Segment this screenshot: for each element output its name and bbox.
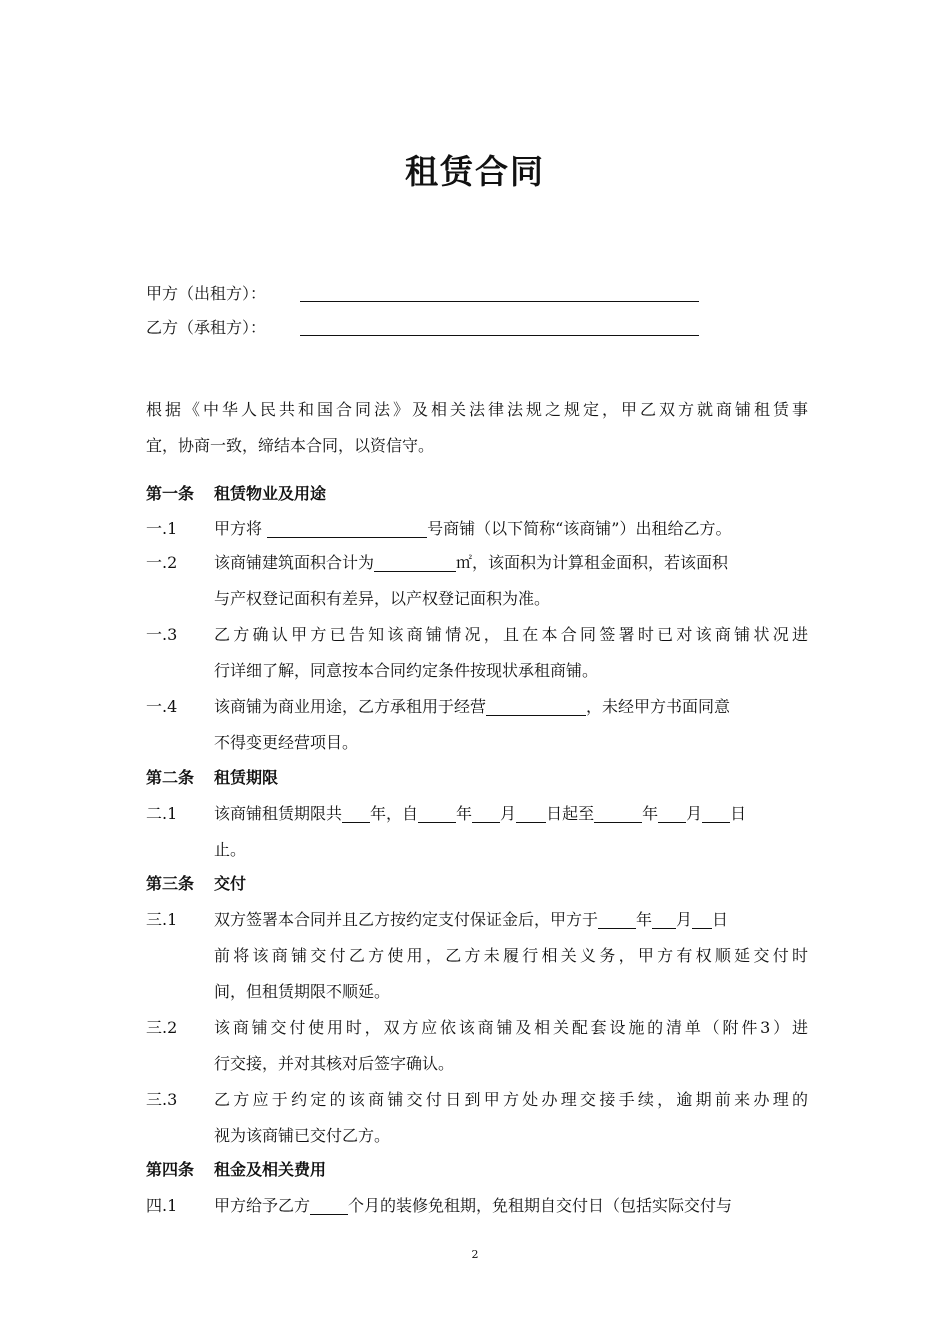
section-heading	[146, 1156, 326, 1184]
clause-line: 与产权登记面积有差异，以产权登记面积为准。	[214, 589, 551, 608]
clause-number: 三.1	[146, 910, 178, 929]
section-title: 交付	[214, 874, 247, 893]
page-number: 2	[471, 1248, 479, 1261]
clause-number: 一.2	[146, 553, 178, 572]
clause-number: 三.2	[146, 1018, 178, 1037]
clause-line: 乙方应于约定的该商铺交付日到甲方处办理交接手续，逾期前来办理的	[214, 1090, 808, 1109]
term-years-blank[interactable]	[342, 802, 370, 823]
section-number: 第二条	[146, 768, 195, 787]
party-b-blank[interactable]	[300, 335, 699, 336]
delivery-day-blank[interactable]	[692, 908, 712, 929]
clause-line: 该商铺租赁期限共 年，自 年 月 日起至 年 月 日	[214, 804, 747, 823]
section-number: 第四条	[146, 1160, 195, 1179]
clause-line: 乙方确认甲方已告知该商铺情况，且在本合同签署时已对该商铺状况进	[214, 625, 808, 644]
intro-line: 宜，协商一致，缔结本合同，以资信守。	[146, 436, 435, 455]
clause-line: 该商铺为商业用途，乙方承租用于经营 ，未经甲方书面同意	[214, 697, 731, 716]
clause-number: 一.3	[146, 625, 178, 644]
area-blank[interactable]	[374, 551, 456, 572]
clause-line: 行交接，并对其核对后签字确认。	[214, 1054, 455, 1073]
delivery-month-blank[interactable]	[652, 908, 676, 929]
end-month-blank[interactable]	[658, 802, 686, 823]
section-title: 租金及相关费用	[214, 1160, 327, 1179]
section-number: 第一条	[146, 484, 195, 503]
clause-line: 该商铺建筑面积合计为 ㎡，该面积为计算租金面积，若该面积	[214, 553, 729, 572]
end-year-blank[interactable]	[594, 802, 642, 823]
intro-line: 根据《中华人民共和国合同法》及相关法律法规之规定，甲乙双方就商铺租赁事	[146, 400, 808, 419]
section-title: 租赁物业及用途	[214, 484, 327, 503]
clause-line: 该商铺交付使用时，双方应依该商铺及相关配套设施的清单（附件3）进	[214, 1018, 808, 1037]
clause-line: 间，但租赁期限不顺延。	[214, 982, 391, 1001]
clause-number: 一.1	[146, 519, 178, 538]
clause-line: 行详细了解，同意按本合同约定条件按现状承租商铺。	[214, 661, 599, 680]
party-b-row	[146, 316, 266, 340]
rent-free-months-blank[interactable]	[310, 1194, 348, 1215]
party-b-label: 乙方（承租方）：	[146, 318, 267, 337]
party-a-blank[interactable]	[300, 301, 699, 302]
section-number: 第三条	[146, 874, 195, 893]
start-month-blank[interactable]	[472, 802, 500, 823]
end-day-blank[interactable]	[702, 802, 730, 823]
section-heading	[146, 870, 246, 898]
intro-paragraph	[146, 392, 808, 464]
clause-line: 止。	[214, 840, 247, 859]
clause-line: 甲方将 号商铺（以下简称“该商铺”）出租给乙方。	[214, 519, 732, 538]
clause-line: 双方签署本合同并且乙方按约定支付保证金后，甲方于 年 月 日	[214, 910, 729, 929]
clause-number: 一.4	[146, 697, 178, 716]
start-year-blank[interactable]	[418, 802, 456, 823]
clause-number: 四.1	[146, 1196, 178, 1215]
clause-number: 三.3	[146, 1090, 178, 1109]
party-a-label: 甲方（出租方）：	[146, 284, 267, 303]
delivery-year-blank[interactable]	[598, 908, 636, 929]
clause-number: 二.1	[146, 804, 178, 823]
start-day-blank[interactable]	[516, 802, 546, 823]
document-title: 租赁合同	[405, 152, 545, 191]
section-title: 租赁期限	[214, 768, 279, 787]
clause-line: 前将该商铺交付乙方使用，乙方未履行相关义务，甲方有权顺延交付时	[214, 946, 808, 965]
clause-line: 视为该商铺已交付乙方。	[214, 1126, 391, 1145]
shop-number-blank[interactable]	[267, 517, 427, 538]
section-heading	[146, 764, 278, 792]
business-scope-blank[interactable]	[486, 695, 586, 716]
party-a-row	[146, 282, 266, 306]
clause-line: 甲方给予乙方 个月的装修免租期，免租期自交付日（包括实际交付与	[214, 1196, 733, 1215]
clause-line: 不得变更经营项目。	[214, 733, 359, 752]
section-heading	[146, 480, 326, 508]
